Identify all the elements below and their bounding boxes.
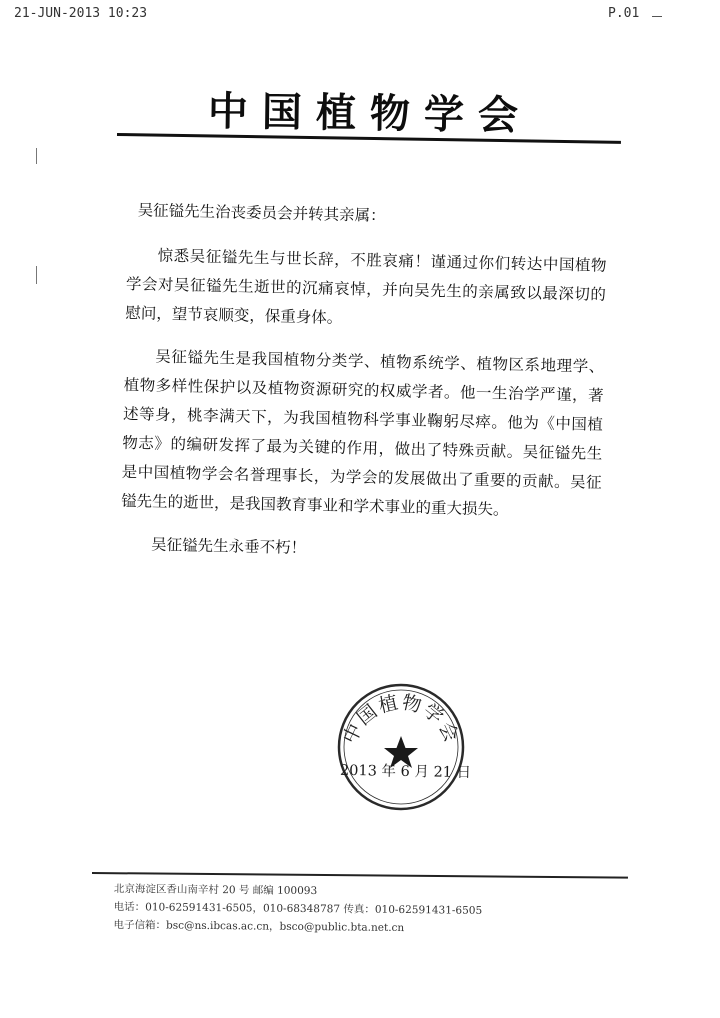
letter-closing: 吴征镒先生永垂不朽！ xyxy=(150,535,307,558)
margin-mark-middle xyxy=(36,266,37,284)
letter-paragraph-condolence: 惊悉吴征镒先生与世长辞，不胜哀痛！谨通过你们转达中国植物学会对吴征镒先生逝世的沉痛哀悼，并向吴先生的亲属致以最深切的慰问，望节哀顺变，保重身体。 xyxy=(125,246,607,327)
letter-body xyxy=(120,196,608,570)
letterhead-title: 中国植物学会 xyxy=(207,87,533,140)
letter-salutation: 吴征镒先生治丧委员会并转其亲属： xyxy=(137,201,386,225)
official-seal-icon xyxy=(332,678,470,816)
footer-address: 北京海淀区香山南辛村 20 号 邮编 100093 xyxy=(113,882,318,898)
fax-dash-mark xyxy=(652,16,662,17)
fax-page-number: P.01 xyxy=(608,6,640,21)
margin-mark-top xyxy=(36,148,37,164)
letter-paragraph-tribute: 吴征镒先生是我国植物分类学、植物系统学、植物区系地理学、植物多样性保护以及植物资源研究的权威学者。他一生治学严谨，著述等身，桃李满天下，为我国植物科学事业鞠躬尽瘁。他为《中国植物志》的编研发挥了最为关键的作用，做出了特殊贡献。吴征镒先生是中国植物学会名誉理事长，为学会的发展做出了重要的贡献。吴征镒先生的逝世，是我国教育事业和学术事业的重大损失。 xyxy=(120,347,605,519)
footer-email: 电子信箱：bsc@ns.ibcas.ac.cn，bsco@public.bta.net.cn xyxy=(113,918,405,935)
seal-text: 中国植物学会 xyxy=(338,691,464,748)
seal-date: 2013 年 6 月 21 日 xyxy=(339,762,472,782)
footer-phone: 电话：010-62591431-6505，010-68348787 传真：010-62591431-6505 xyxy=(113,900,483,917)
fax-header xyxy=(0,6,720,22)
footer-rule xyxy=(92,872,628,879)
letterhead-footer xyxy=(113,880,614,939)
fax-timestamp: 21-JUN-2013 10:23 xyxy=(14,6,148,21)
